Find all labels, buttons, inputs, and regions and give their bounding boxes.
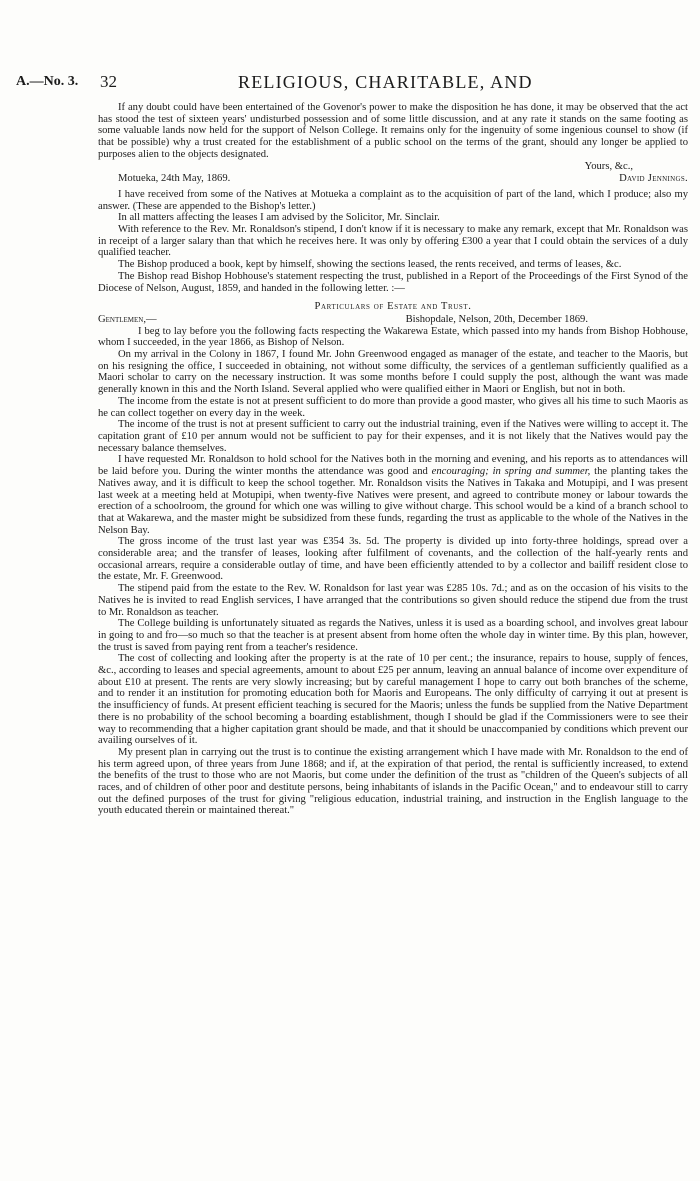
paragraph: The Bishop produced a book, kept by himself, showing the sections leased, the rents received, and terms of leases, &c. — [118, 259, 622, 271]
paragraph: The income of the trust is not at present sufficient to carry out the industrial training, even if the Natives were willing to accept it. The capitation grant of £10 per annum would not be sufficient to pay for their expenses, and it is not likely that the Natives would pay the necessary balance themselves. — [98, 419, 688, 454]
paragraph: In all matters affecting the leases I am advised by the Solicitor, Mr. Sinclair. — [118, 212, 440, 224]
document-reference: A.—No. 3. — [16, 74, 79, 89]
running-title: RELIGIOUS, CHARITABLE, AND — [238, 72, 533, 92]
paragraph: The stipend paid from the estate to the Rev. W. Ronaldson for last year was £285 10s. 7d.; and as on the occasion of his visits to the Natives he is invited to read English services, I have arranged that the contributions so given should reduce the stipend due from the trust to Mr. Ronaldson as teacher. — [98, 583, 688, 618]
paragraph: I have received from some of the Natives at Motueka a complaint as to the acquisition of part of the land, which I produce; also my answer. (These are appended to the Bishop's letter.) — [98, 188, 688, 212]
paragraph: On my arrival in the Colony in 1867, I found Mr. John Greenwood engaged as manager of the estate, and teacher to the Maoris, but on his resigning the office, I succeeded in obtaining, not without some difficulty, the services of a gentleman sufficiently qualified as a Maori scholar to carry on the necessary instruction. It was some months before I could supply the post, although the want was made generally known in this and the North Island. Several applied who were qualified either in Maori or English, but not in both. — [98, 349, 688, 396]
paragraph: I beg to lay before you the following facts respecting the Wakarewa Estate, which passed into my hands from Bishop Hobhouse, whom I succeeded, in the year 1866, as Bishop of Nelson. — [98, 325, 688, 349]
italic-text: encouraging; in spring and summer, — [431, 466, 591, 478]
date-signature-row — [98, 173, 688, 185]
page-header — [8, 72, 692, 96]
paragraph — [98, 454, 688, 536]
salutation: Gentlemen,— — [98, 313, 157, 325]
paragraph: My present plan in carrying out the trust is to continue the existing arrangement which I have made with Mr. Ronaldson to the end of his term agreed upon, of three years from June 1868; and if, at the expiration of that period, the rental is sufficiently increased, to extend the benefits of the trust to those who are not Maoris, but come under the definition of the trust as "children of the Queen's subjects of all races, and of children of other poor and destitute persons, being inhabitants of islands in the Pacific Ocean," and to endeavour still to carry out the defined purposes of the trust for giving "religious education, industrial training, and instruction in the English language to the youth educated therein or maintained thereat." — [98, 746, 688, 817]
paragraph: The income from the estate is not at present sufficient to do more than provide a good master, who gives all his time to such Maoris as he can collect together on every day in the week. — [98, 395, 688, 419]
text-run: I have requested Mr. Ronaldson to hold school for the Natives both in the morning and evening, and his reports as to attendances will be laid before you. During the winter months the attendance was good and — [98, 454, 688, 478]
paragraph: The Bishop read Bishop Hobhouse's statement respecting the trust, published in a Report of the Proceedings of the First Synod of the Diocese of Nelson, August, 1859, and handed in the following letter. :— — [98, 270, 688, 294]
letter-date: Motueka, 24th May, 1869. — [118, 173, 231, 185]
paragraph: With reference to the Rev. Mr. Ronaldson's stipend, I don't know if it is necessary to make any remark, except that Mr. Ronaldson was in receipt of a larger salary than that which he receives here. It was only by offering £300 a year that I could obtain the services of a duly qualified teacher. — [98, 224, 688, 259]
signature: David Jennings. — [619, 173, 688, 185]
page-number: 32 — [100, 72, 117, 91]
letter-closing: Yours, &c., — [584, 160, 633, 172]
salutation-row — [98, 314, 688, 326]
section-heading: Particulars of Estate and Trust. — [314, 301, 472, 313]
paragraph: The College building is unfortunately situated as regards the Natives, unless it is used as a boarding school, and involves great labour in going to and fro—so much so that the teacher is at present absent from home often the whole day in winter time. By this plan, however, the trust is saved from paying rent from a teacher's residence. — [98, 618, 688, 653]
page-body — [98, 102, 688, 817]
letter-address: Bishopdale, Nelson, 20th, December 1869. — [405, 313, 588, 325]
paragraph: The cost of collecting and looking after the property is at the rate of 10 per cent.; the insurance, repairs to house, supply of fences, &c., according to leases and special agreements, amount to about £25 per annum, leaving an annual balance of income over expenditure of about £10 at present. The rents are very slowly increasing; but by careful management I hope to carry out both branches of the scheme, and to render it an institution for promoting education both for Maoris and Europeans. The only difficulty of carrying it out at present is the insufficiency of funds. At present efficient teaching is secured for the Maoris; unless the funds be supplied from the Native Department there is no probability of the school becoming a boarding establishment, though I should be glad if the Commissioners were to see their way to recommending that a higher capitation grant should be made, and that it should be unaccompanied by conditions which prevent our availing ourselves of it. — [98, 653, 688, 747]
paragraph: If any doubt could have been entertained of the Govenor's power to make the disposition he has done, it may be observed that the act has stood the test of sixteen years' undisturbed possession and of some little discussion, and at any rate it stands on the same footing as some valuable lands now held for the support of Nelson College. It remains only for the ingenuity of some ingenious counsel to show (if that be possible) why a trust created for the establishment of a public school on the terms of the grant, should any longer be applied to purposes alien to the objects designated. — [98, 102, 688, 160]
text-run: the planting takes the Natives away, and it is difficult to keep the school together. Mr. Ronaldson visits the Natives in Takaka and Motupipi, and I was present last week at a meeting held at Motupipi, when twenty-five Natives were present, and agreed to contribute money or labour towards the erection of a schoolroom, the ground for which one was willing to give without charge. This school would be a kind of a branch school to that at Wakarewa, and the master might be subsidized from these funds, regarding the trust as applicable to the whole of the Natives in the Nelson Bay. — [98, 466, 688, 536]
paragraph: The gross income of the trust last year was £354 3s. 5d. The property is divided up into forty-three holdings, spread over a considerable area; and the transfer of leases, looking after fulfilment of covenants, and the collection of the half-yearly rents and occasional arrears, require a considerable outlay of time, and have been efficiently attended to by a collector and bailiff resident close to the estate, Mr. F. Greenwood. — [98, 536, 688, 583]
